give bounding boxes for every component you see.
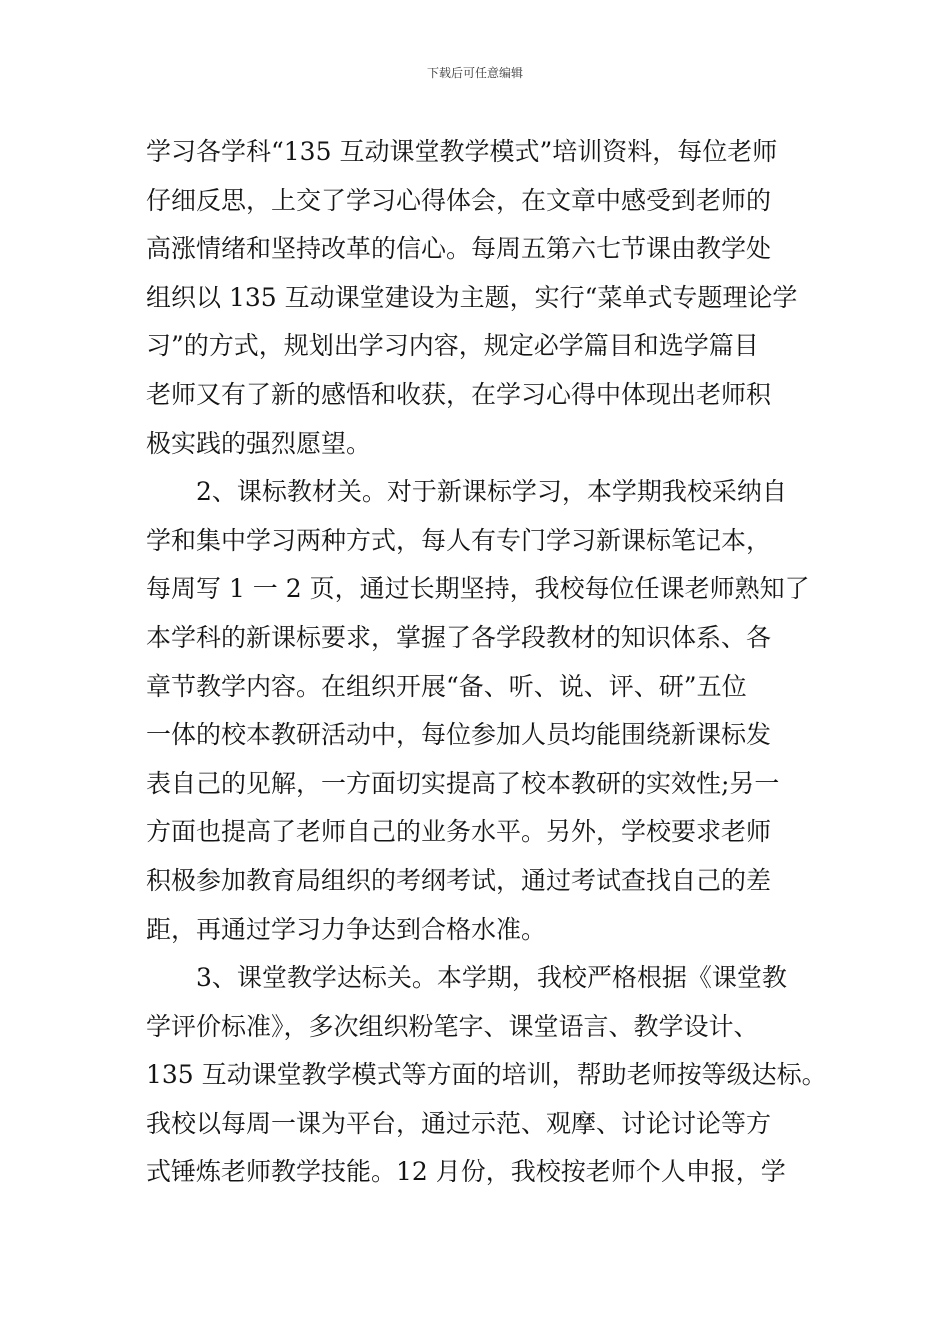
text-line: 表自己的见解，一方面切实提高了校本教研的实效性;另一: [146, 768, 780, 798]
text-line: 高涨情绪和坚持改革的信心。每周五第六七节课由教学处: [146, 234, 772, 264]
text-line: 本学科的新课标要求，掌握了各学段教材的知识体系、各: [146, 622, 772, 652]
text-line: 3、课堂教学达标关。本学期，我校严格根据《课堂教: [146, 963, 787, 993]
text-line: 仔细反思，上交了学习心得体会，在文章中感受到老师的: [146, 185, 772, 215]
text-line: 距，再通过学习力争达到合格水准。: [146, 914, 547, 944]
text-line: 习”的方式，规划出学习内容，规定必学篇目和选学篇目: [146, 331, 759, 361]
text-line: 每周写 1 一 2 页，通过长期坚持，我校每位任课老师熟知了: [146, 574, 810, 604]
document-body: [146, 128, 836, 1197]
text-line: 一体的校本教研活动中，每位参加人员均能围绕新课标发: [146, 720, 772, 750]
text-line: 学评价标准》，多次组织粉笔字、课堂语言、教学设计、: [146, 1011, 759, 1041]
page-header-note: 下载后可任意编辑: [426, 66, 523, 80]
text-line: 章节教学内容。在组织开展“备、听、说、评、研”五位: [146, 671, 747, 701]
text-line: 式锤炼老师教学技能。12 月份，我校按老师个人申报，学: [146, 1157, 786, 1187]
text-line: 方面也提高了老师自己的业务水平。另外，学校要求老师: [146, 817, 772, 847]
text-line: 我校以每周一课为平台，通过示范、观摩、讨论讨论等方: [146, 1108, 772, 1138]
text-line: 极实践的强烈愿望。: [146, 428, 372, 458]
text-line: 积极参加教育局组织的考纲考试，通过考试查找自己的差: [146, 865, 772, 895]
text-line: 老师又有了新的感悟和收获，在学习心得中体现出老师积: [146, 379, 772, 409]
text-line: 学和集中学习两种方式，每人有专门学习新课标笔记本，: [146, 525, 772, 555]
text-line: 学习各学科“135 互动课堂教学模式”培训资料，每位老师: [146, 137, 778, 166]
text-line: 135 互动课堂教学模式等方面的培训，帮助老师按等级达标。: [146, 1060, 827, 1090]
text-line: 组织以 135 互动课堂建设为主题，实行“菜单式专题理论学: [146, 282, 798, 312]
text-line: 2、课标教材关。对于新课标学习，本学期我校采纳自: [146, 477, 787, 507]
